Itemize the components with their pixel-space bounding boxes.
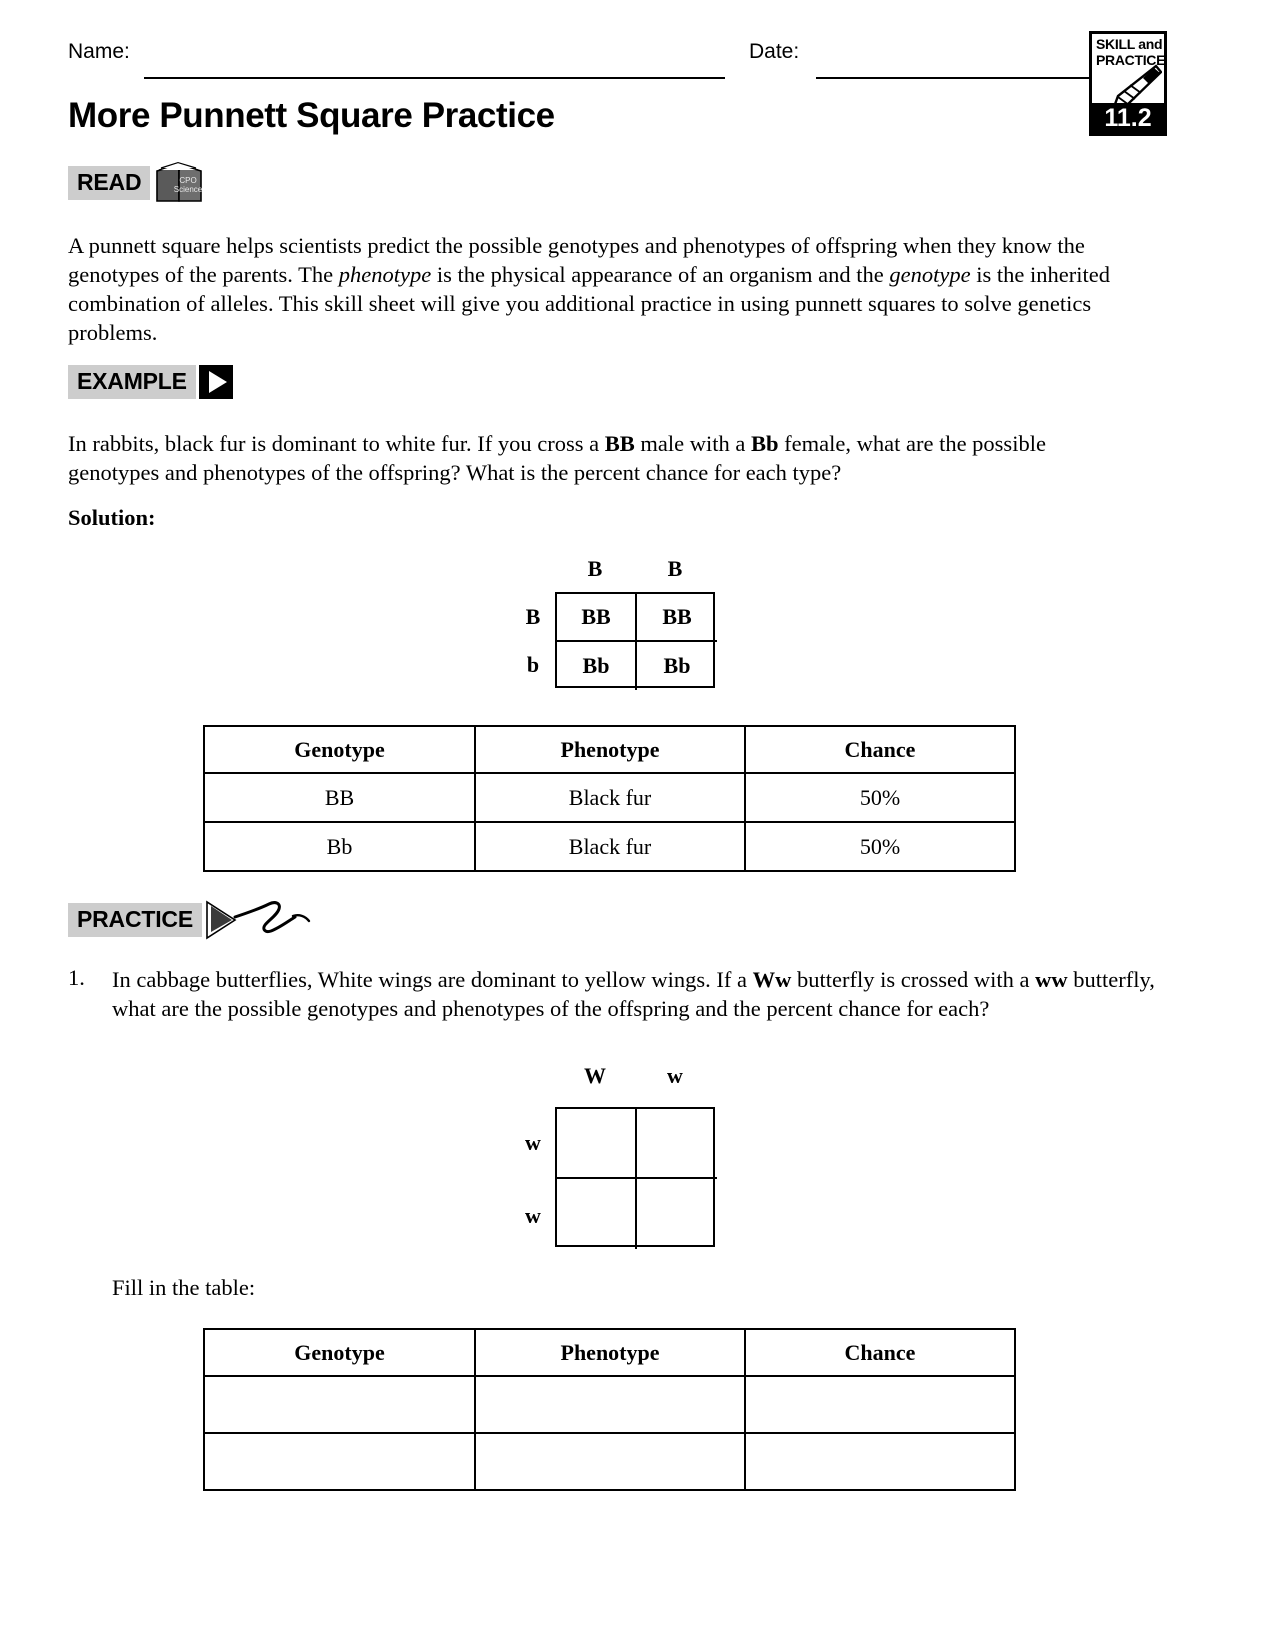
- example-text-3: female, what are the possible genotypes and phenotypes of the offspring? What is the percent chance for each type?: [68, 431, 1046, 485]
- cell-genotype: Bb: [204, 822, 475, 871]
- cell-chance: 50%: [745, 822, 1015, 871]
- read-banner-label: READ: [68, 166, 150, 200]
- column-header-genotype: Genotype: [204, 726, 475, 773]
- cell-phenotype: Black fur: [475, 822, 745, 871]
- solution-label: Solution:: [68, 505, 156, 530]
- cell-chance: 50%: [745, 773, 1015, 822]
- column-header-chance: Chance: [745, 1329, 1015, 1376]
- practice-text-1: In cabbage butterflies, White wings are dominant to yellow wings. If a: [112, 967, 753, 992]
- practice-banner-label: PRACTICE: [68, 903, 202, 937]
- cell-genotype-blank[interactable]: [204, 1433, 475, 1490]
- cpo-science-book-icon: [153, 161, 205, 205]
- punnett-cell-blank[interactable]: [557, 1109, 637, 1179]
- badge-title-line-2: PRACTICE: [1096, 52, 1166, 68]
- table-header-row: [204, 1329, 1015, 1376]
- skill-and-practice-badge: [1089, 31, 1167, 136]
- pencil-icon: [1104, 64, 1162, 108]
- punnett-row-header: w: [525, 1130, 541, 1155]
- column-header-phenotype: Phenotype: [475, 726, 745, 773]
- badge-title-line-1: SKILL and: [1096, 36, 1163, 52]
- svg-text:CPO: CPO: [179, 176, 198, 185]
- punnett-cell: BB: [637, 594, 717, 642]
- cell-phenotype: Black fur: [475, 773, 745, 822]
- table-row: [204, 773, 1015, 822]
- practice-question-1: [112, 965, 1168, 1023]
- play-triangle-icon: [199, 365, 233, 399]
- punnett-col-header: B: [587, 556, 603, 581]
- punnett-row-header: b: [526, 652, 540, 677]
- punnett-col-header: W: [584, 1063, 606, 1088]
- punnett-cell: BB: [557, 594, 637, 642]
- example-banner: [68, 367, 233, 397]
- practice-bold-ww: Ww: [752, 967, 792, 992]
- practice-banner: [68, 905, 335, 935]
- example-text-2: male with a: [634, 431, 751, 456]
- name-label: Name:: [68, 40, 130, 63]
- table-header-row: [204, 726, 1015, 773]
- cell-phenotype-blank[interactable]: [475, 1433, 745, 1490]
- practice-bold-ww-lower: ww: [1035, 967, 1068, 992]
- cell-genotype-blank[interactable]: [204, 1376, 475, 1433]
- example-results-table: [203, 725, 1016, 872]
- column-header-genotype: Genotype: [204, 1329, 475, 1376]
- punnett-square-practice: [510, 1055, 770, 1255]
- read-text-3: is the inherited combination of alleles. This skill sheet will give you additional practice in using punnett squares to solve genetics problems.: [68, 262, 1110, 345]
- cell-genotype: BB: [204, 773, 475, 822]
- punnett-cell-blank[interactable]: [637, 1109, 717, 1179]
- arrow-scribble-icon: [205, 900, 335, 940]
- svg-text:Science: Science: [174, 185, 203, 194]
- fill-in-table-label: Fill in the table:: [112, 1275, 256, 1300]
- punnett-cell: Bb: [557, 642, 637, 690]
- cell-chance-blank[interactable]: [745, 1376, 1015, 1433]
- column-header-chance: Chance: [745, 726, 1015, 773]
- question-number: 1.: [68, 965, 85, 990]
- punnett-col-header: B: [667, 556, 683, 581]
- read-text-1: A punnett square helps scientists predict the possible genotypes and phenotypes of offspring when they know the genotypes of the parents. The: [68, 233, 1085, 287]
- cell-phenotype-blank[interactable]: [475, 1376, 745, 1433]
- punnett-cell-blank[interactable]: [637, 1179, 717, 1249]
- punnett-row-header: w: [525, 1203, 541, 1228]
- example-bold-bb: BB: [604, 431, 635, 456]
- page-title: More Punnett Square Practice: [68, 96, 555, 135]
- cell-chance-blank[interactable]: [745, 1433, 1015, 1490]
- badge-section-number: 11.2: [1092, 103, 1164, 133]
- example-banner-label: EXAMPLE: [68, 365, 196, 399]
- date-label: Date:: [749, 40, 800, 63]
- example-bold-bb-lower: Bb: [751, 431, 779, 456]
- column-header-phenotype: Phenotype: [475, 1329, 745, 1376]
- read-banner: [68, 168, 205, 198]
- name-write-in-line[interactable]: [144, 77, 725, 79]
- table-row: [204, 822, 1015, 871]
- practice-text-3: butterfly, what are the possible genotypes and phenotypes of the offspring and the percent chance for each?: [112, 967, 1155, 1021]
- punnett-square-example: [510, 548, 770, 693]
- table-row: [204, 1376, 1015, 1433]
- punnett-grid: [555, 1107, 715, 1247]
- read-text-2: is the physical appearance of an organism and the: [431, 262, 890, 287]
- punnett-cell-blank[interactable]: [557, 1179, 637, 1249]
- punnett-row-header: B: [525, 604, 541, 629]
- student-info-header: [68, 32, 1208, 84]
- punnett-grid: [555, 592, 715, 688]
- read-italic-phenotype: phenotype: [338, 262, 432, 287]
- example-question: [68, 429, 1128, 487]
- practice-results-table: [203, 1328, 1016, 1491]
- example-text-1: In rabbits, black fur is dominant to white fur. If you cross a: [68, 431, 605, 456]
- practice-text-2: butterfly is crossed with a: [791, 967, 1036, 992]
- punnett-col-header: w: [667, 1063, 683, 1088]
- punnett-cell: Bb: [663, 653, 691, 678]
- table-row: [204, 1433, 1015, 1490]
- read-paragraph: [68, 231, 1154, 347]
- read-italic-genotype: genotype: [889, 262, 971, 287]
